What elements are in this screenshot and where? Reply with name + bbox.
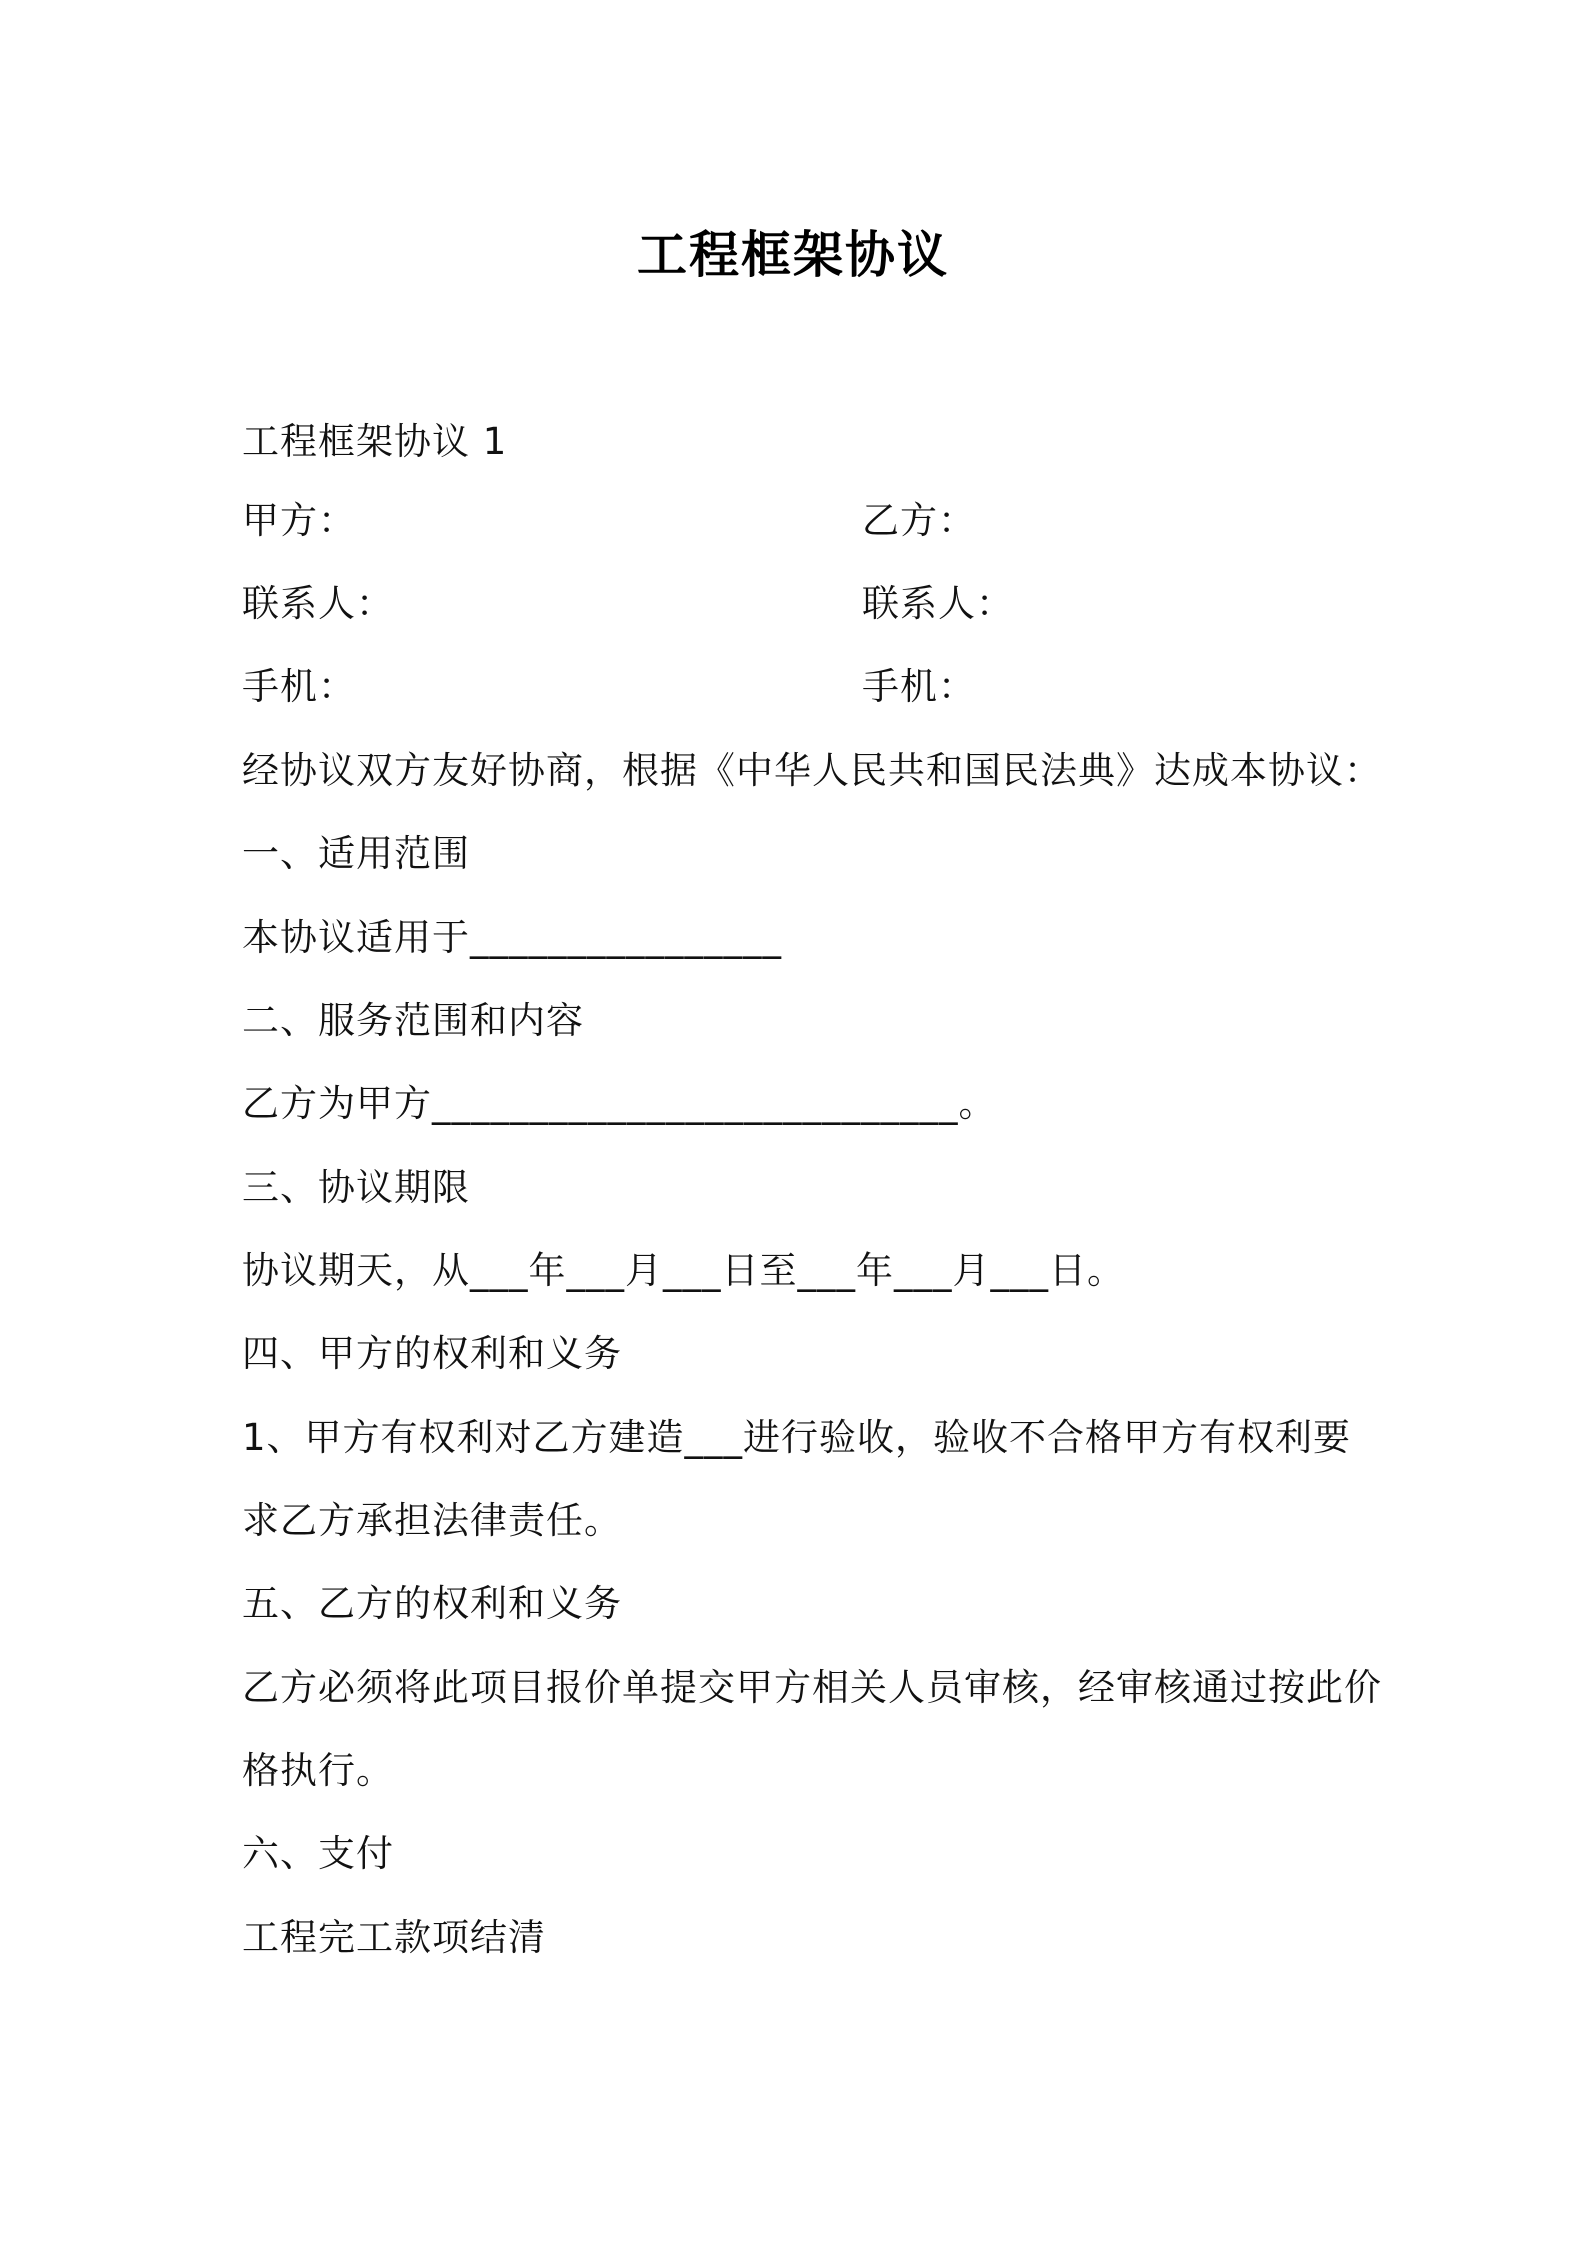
section-3-text: 协议期天，从___年___月___日至___年___月___日。	[242, 1249, 1125, 1292]
section-3-heading: 三、协议期限	[242, 1166, 470, 1209]
party-b-label: 乙方：	[862, 499, 976, 542]
section-4-text-line-2: 求乙方承担法律责任。	[242, 1499, 622, 1542]
section-1-heading: 一、适用范围	[242, 832, 470, 875]
section-2-text: 乙方为甲方___________________________。	[242, 1082, 997, 1125]
document-title: 工程框架协议	[637, 226, 949, 284]
contact-b-label: 联系人：	[862, 582, 1014, 625]
intro-paragraph: 经协议双方友好协商，根据《中华人民共和国民法典》达成本协议：	[242, 749, 1382, 792]
section-5-heading: 五、乙方的权利和义务	[242, 1582, 622, 1625]
section-2-heading: 二、服务范围和内容	[242, 999, 584, 1042]
section-5-text-line-1: 乙方必须将此项目报价单提交甲方相关人员审核，经审核通过按此价	[242, 1666, 1382, 1709]
phone-a-label: 手机：	[242, 665, 356, 708]
section-6-heading: 六、支付	[242, 1832, 394, 1875]
contact-a-label: 联系人：	[242, 582, 394, 625]
section-4-text-line-1: 1、甲方有权利对乙方建造___进行验收，验收不合格甲方有权利要	[242, 1416, 1352, 1459]
document-subtitle: 工程框架协议 1	[242, 420, 508, 463]
phone-b-label: 手机：	[862, 665, 976, 708]
section-6-text: 工程完工款项结清	[242, 1916, 546, 1959]
section-4-heading: 四、甲方的权利和义务	[242, 1332, 622, 1375]
section-5-text-line-2: 格执行。	[242, 1749, 394, 1792]
section-1-text: 本协议适用于________________	[242, 916, 782, 959]
party-a-label: 甲方：	[242, 499, 356, 542]
